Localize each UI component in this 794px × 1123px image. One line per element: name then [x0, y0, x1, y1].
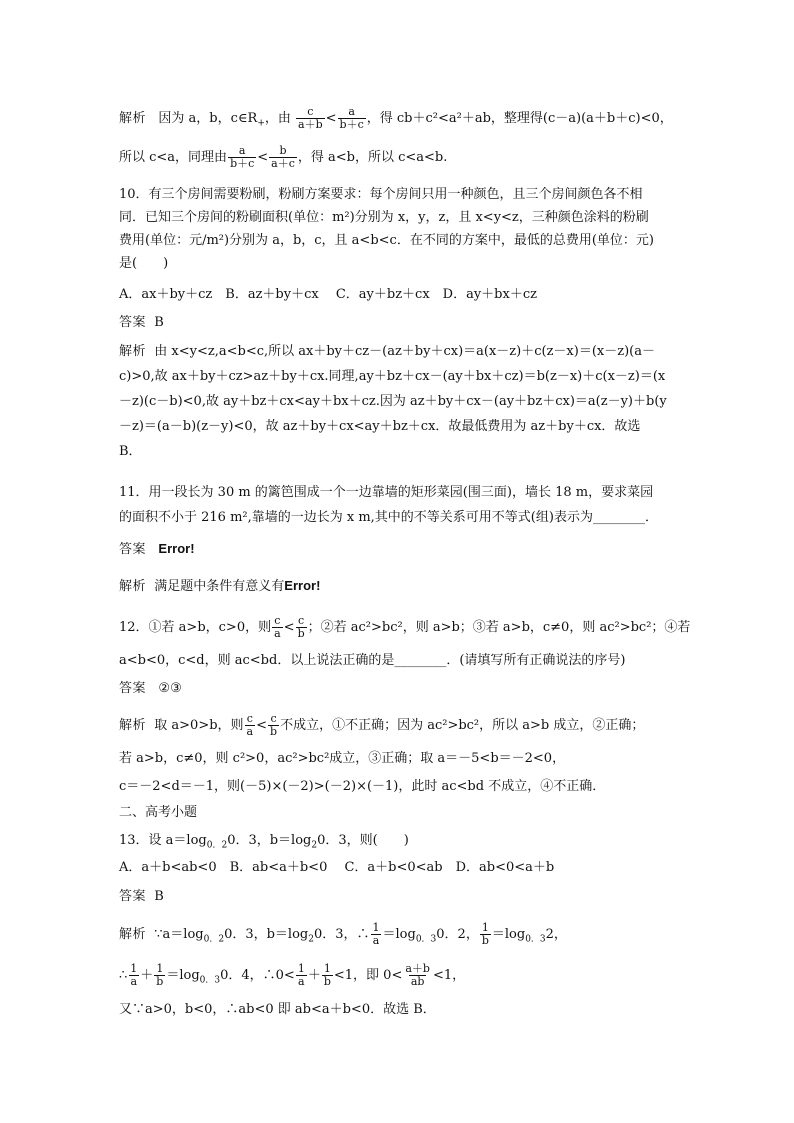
q13-analysis-line-1: 解析 $\because a=\log_{0.2}0$．3，$b=\log_20$．3，∴ $\frac{1}{a}$ $=\log_{0.3}0$．2， $\frac{1}{b}$ $=\log_{0.3}2$， [119, 921, 567, 947]
q10-analysis-line-1: 解析 由 x<y<z,a<b<c,所以 ax＋by＋cz－(az＋by＋cx)＝a(x－z)＋c(z－x)＝(x－z)(a－ [119, 344, 655, 359]
q10-line-1: 10．有三个房间需要粉刷，粉刷方案要求：每个房间只用一种颜色，且三个房间颜色各不相 [119, 187, 643, 202]
q11-analysis: 解析 满足题中条件有意义有Error! [119, 578, 321, 594]
analysis-error: Error! [284, 578, 321, 593]
q13-analysis-line-3: 又∵a>0，b<0，∴ab<0 即 ab<a＋b<0．故选 B． [119, 1002, 436, 1017]
answer-value: B [154, 889, 164, 904]
answer-error: Error! [158, 541, 195, 556]
q10-analysis-line-2: c)>0,故 ax＋by＋cz>az＋by＋cx.同理,ay＋bz＋cx－(ay＋bx＋cz)＝b(z－x)＋c(x－z)＝(x [119, 369, 666, 384]
fraction: $\frac{a}{b+c}$ [230, 144, 255, 170]
q13-options: A．a＋b<ab<0 B．ab<a＋b<0 C．a＋b<0<ab D．ab<0<a＋b [119, 860, 555, 875]
answer-value: B [154, 315, 164, 330]
q10-options: A．ax＋by＋cz B．az＋by＋cx C．ay＋bz＋cx D．ay＋bx＋cz [119, 287, 537, 302]
answer-value: ②③ [158, 681, 182, 696]
fraction: $\frac{b}{a+c}$ [271, 144, 295, 170]
fraction: $\frac{1}{a}$ [372, 921, 380, 947]
q9-analysis-line-2: 所以 c<a，同理由 $\frac{a}{b+c}$ < $\frac{b}{a+c}$ ，得 a<b，所以 c<a<b. [119, 144, 448, 170]
q13-answer [119, 888, 164, 906]
q12-analysis-line-3: c＝－2<d＝－1，则(－5)×(－2)>(－2)×(－1)，此时 ac<bd 不成立，④不正确． [119, 779, 606, 794]
answer-label: 答案 [119, 681, 147, 696]
q13-line-1: 13．设 $a=\log_{0.2}0$．3，$b=\log_20$．3，则( ) [119, 833, 409, 851]
fraction: $\frac{1}{b}$ [156, 962, 164, 988]
q10-line-3: 费用(单位：元/m²)分别为 a，b，c，且 a<b<c．在不同的方案中，最低的总费用(单位：元) [119, 233, 654, 248]
q11-line-1: 11．用一段长为 30 m 的篱笆围成一个一边靠墙的矩形菜园(围三面)，墙长 18 m，要求菜园 [119, 485, 654, 500]
q10-analysis-line-5: B． [119, 444, 142, 459]
answer-label: 答案 [119, 542, 147, 557]
fraction: $\frac{a+b}{ab}$ [405, 962, 430, 988]
analysis-label: 解析 [119, 718, 147, 733]
q12-line-1: 12．①若 a>b，c>0，则 $\frac{c}{a}$ < $\frac{c}{b}$ ；②若 ac²>bc²，则 a>b；③若 a>b，c≠0，则 ac²>bc²；④若 [119, 614, 691, 640]
fraction: $\frac{c}{a+b}$ [298, 105, 323, 131]
answer-label: 答案 [119, 315, 147, 330]
q13-analysis-line-2: ∴ $\frac{1}{a}$ ＋ $\frac{1}{b}$ $=\log_{0.3}0$．4，∴0< $\frac{1}{a}$ ＋ $\frac{1}{b}$ <1，即 0< $\frac{a+b}{ab}$ <1， [119, 962, 466, 988]
fraction: $\frac{c}{a}$ [246, 712, 254, 738]
q12-analysis-line-2: 若 a>b，c≠0，则 c²>0，ac²>bc²成立，③正确；取 a＝－5<b＝－2<0， [119, 751, 566, 766]
q10-analysis-line-4: －z)＝(a－b)(z－y)<0，故 az＋by＋cx<ay＋bz＋cx．故最低费用为 az＋by＋cx．故选 [119, 419, 641, 434]
q12-answer [119, 680, 182, 698]
fraction: $\frac{a}{b+c}$ [339, 105, 364, 131]
answer-label: 答案 [119, 889, 147, 904]
q10-answer [119, 314, 164, 332]
q12-analysis-line-1: 解析 取 a>0>b，则 $\frac{c}{a}$ < $\frac{c}{b}$ 不成立，①不正确；因为 ac²>bc²，所以 a>b 成立，②正确； [119, 712, 645, 738]
fraction: $\frac{1}{b}$ [481, 921, 489, 947]
analysis-label: 解析 [119, 579, 147, 594]
analysis-label: 解析 [119, 927, 147, 942]
q10-line-2: 同．已知三个房间的粉刷面积(单位：m²)分别为 x，y，z，且 x<y<z，三种颜色涂料的粉刷 [119, 210, 649, 225]
q10-line-4: 是( ) [119, 256, 169, 271]
analysis-label: 解析 [119, 344, 147, 359]
q11-answer [119, 540, 195, 559]
section-heading: 二、高考小题 [119, 805, 198, 820]
fraction: $\frac{c}{b}$ [270, 712, 278, 738]
q11-line-2: 的面积不小于 216 m²,靠墙的一边长为 x m,其中的不等关系可用不等式(组)表示为________． [119, 510, 658, 525]
analysis-label: 解析 [119, 111, 147, 126]
q10-analysis-line-3: －z)(c－b)<0,故 ay＋bz＋cx<ay＋bx＋cz.因为 az＋by＋cx－(ay＋bz＋cx)＝a(z－y)＋b(y [119, 394, 667, 409]
fraction: $\frac{c}{a}$ [274, 614, 281, 640]
q9-analysis-line-1: 解析 因为 a，b，$c\in R_+$，由 $\frac{c}{a+b}$ < $\frac{a}{b+c}$ ，得 cb＋c²<a²＋ab，整理得(c－a)(a＋b＋c)<0， [119, 105, 673, 131]
fraction: $\frac{1}{a}$ [130, 962, 138, 988]
fraction: $\frac{1}{b}$ [323, 962, 331, 988]
fraction: $\frac{c}{b}$ [297, 614, 305, 640]
fraction: $\frac{1}{a}$ [297, 962, 305, 988]
q12-line-2: a<b<0，c<d，则 ac<bd．以上说法正确的是________．(请填写所有正确说法的序号) [119, 653, 626, 668]
